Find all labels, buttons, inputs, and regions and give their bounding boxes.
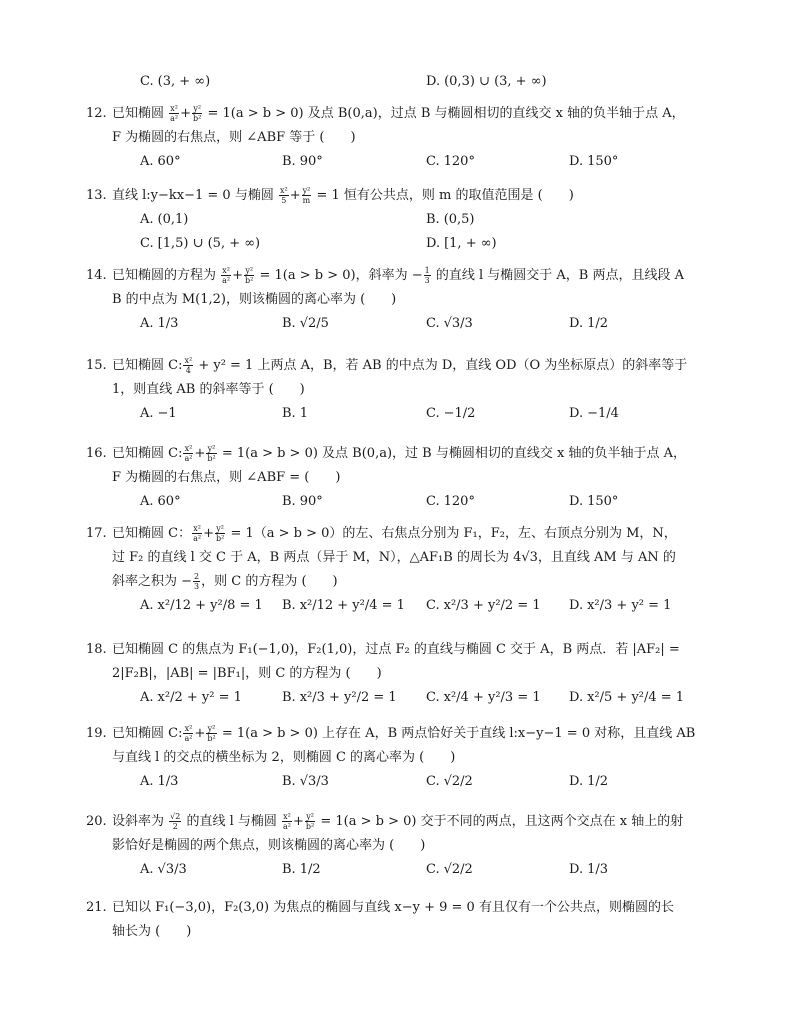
question-number: 16. — [86, 446, 107, 461]
option-a[interactable]: A. √3/3 — [140, 862, 187, 877]
question-14 — [86, 264, 712, 336]
option-a[interactable]: A. 60° — [140, 494, 181, 509]
question-number: 12. — [86, 106, 107, 121]
question-21 — [86, 896, 712, 944]
option-c[interactable]: C. x²/3 + y²/2 = 1 — [426, 598, 541, 613]
option-d[interactable]: D. −1/4 — [569, 406, 619, 421]
option-d[interactable]: D. 150° — [569, 494, 619, 509]
question-stem: 已知椭圆 C: $\frac{\text{x²}}{\text{a²}}$ + $\frac{\text{y²}}{\text{b²}}$ = 1(a > b > 0) 及点 B(0,a)，过 B 与椭圆相切的直线交 x 轴的负半轴于点 A， — [112, 444, 686, 463]
question-stem: 已知椭圆 $\frac{\text{x²}}{\text{a²}}$ + $\frac{\text{y²}}{\text{b²}}$ = 1(a > b > 0) 及点 B(0,a)，过点 B 与椭圆相切的直线交 x 轴的负半轴于点 A， — [112, 104, 685, 123]
question-stem-line2: F 为椭圆的右焦点，则 ∠ABF = ( ) — [112, 470, 341, 485]
option-b[interactable]: B. √2/5 — [282, 316, 329, 331]
question-stem: 直线 l:y−kx−1 = 0 与椭圆 $\frac{\text{x²}}{5}$ + $\frac{\text{y²}}{m}$ = 1 恒有公共点，则 m 的取值范围是 ( ) — [112, 186, 574, 205]
question-number: 19. — [86, 726, 107, 741]
question-stem-line2: F 为椭圆的右焦点，则 ∠ABF 等于 ( ) — [112, 130, 356, 145]
question-stem-line2: 1，则直线 AB 的斜率等于 ( ) — [112, 382, 305, 397]
question-stem-line3: 斜率之积为 − $\frac{2}{3}$ ，则 C 的方程为 ( ) — [112, 572, 338, 591]
question-number: 20. — [86, 814, 107, 829]
question-number: 15. — [86, 358, 107, 373]
option-b[interactable]: B. x²/12 + y²/4 = 1 — [282, 598, 405, 613]
question-16 — [86, 442, 712, 514]
option-d[interactable]: D. x²/3 + y² = 1 — [569, 598, 672, 613]
question-number: 17. — [86, 526, 107, 541]
question-stem: 已知以 F₁(−3,0)，F₂(3,0) 为焦点的椭圆与直线 x−y + 9 = 0 有且仅有一个公共点，则椭圆的长 — [112, 900, 674, 915]
question-stem-line2: 2|F₂B|，|AB| = |BF₁|，则 C 的方程为 ( ) — [112, 666, 382, 681]
option-c[interactable]: C. (3, + ∞) — [140, 74, 211, 89]
option-c[interactable]: C. [1,5) ∪ (5, + ∞) — [140, 236, 261, 251]
option-c[interactable]: C. √3/3 — [426, 316, 473, 331]
question-12 — [86, 102, 712, 174]
question-stem: 已知椭圆 C： $\frac{\text{x²}}{\text{a²}}$ + $\frac{\text{y²}}{\text{b²}}$ = 1（a > b > 0）的左、右焦点分别为 F₁，F₂，左、右顶点分别为 M，N， — [112, 524, 677, 543]
question-stem-line2: 与直线 l 的交点的横坐标为 2，则椭圆 C 的离心率为 ( ) — [112, 750, 456, 765]
option-a[interactable]: A. x²/2 + y² = 1 — [140, 690, 242, 705]
question-stem: 设斜率为 $\frac{√2}{2}$ 的直线 l 与椭圆 $\frac{\text{x²}}{\text{a²}}$ + $\frac{\text{y²}}{\text{b²}}$ = 1(a > b > 0) 交于不同的两点，且这两个交点在 x 轴上的射 — [112, 812, 684, 831]
option-a[interactable]: A. 1/3 — [140, 774, 179, 789]
option-a[interactable]: A. −1 — [140, 406, 177, 421]
option-c[interactable]: C. x²/4 + y²/3 = 1 — [426, 690, 541, 705]
question-number: 13. — [86, 188, 107, 203]
question-13 — [86, 184, 712, 256]
question-17 — [86, 522, 712, 618]
option-d[interactable]: D. (0,3) ∪ (3, + ∞) — [426, 74, 547, 89]
option-b[interactable]: B. 90° — [282, 154, 323, 169]
question-19 — [86, 722, 712, 794]
question-number: 21. — [86, 900, 107, 915]
option-a[interactable]: A. 60° — [140, 154, 181, 169]
question-stem-line2: 轴长为 ( ) — [112, 924, 192, 939]
option-c[interactable]: C. 120° — [426, 494, 475, 509]
option-b[interactable]: B. 90° — [282, 494, 323, 509]
option-a[interactable]: A. x²/12 + y²/8 = 1 — [140, 598, 263, 613]
question-11-options — [112, 70, 712, 94]
option-d[interactable]: D. 1/3 — [569, 862, 609, 877]
question-number: 14. — [86, 268, 107, 283]
option-d[interactable]: D. x²/5 + y²/4 = 1 — [569, 690, 685, 705]
option-b[interactable]: B. x²/3 + y²/2 = 1 — [282, 690, 397, 705]
option-d[interactable]: D. 1/2 — [569, 774, 609, 789]
option-a[interactable]: A. 1/3 — [140, 316, 179, 331]
option-b[interactable]: B. 1 — [282, 406, 308, 421]
option-c[interactable]: C. √2/2 — [426, 862, 473, 877]
question-stem-line2: 影恰好是椭圆的两个焦点，则该椭圆的离心率为 ( ) — [112, 838, 426, 853]
question-15 — [86, 354, 712, 426]
option-c[interactable]: C. 120° — [426, 154, 475, 169]
option-d[interactable]: D. [1, + ∞) — [426, 236, 497, 251]
option-b[interactable]: B. √3/3 — [282, 774, 329, 789]
option-d[interactable]: D. 150° — [569, 154, 619, 169]
question-stem: 已知椭圆 C: $\frac{\text{x²}}{4}$ + y² = 1 上两点 A，B，若 AB 的中点为 D，直线 OD（O 为坐标原点）的斜率等于 — [112, 356, 688, 375]
question-20 — [86, 810, 712, 882]
question-stem: 已知椭圆的方程为 $\frac{\text{x²}}{\text{a²}}$ + $\frac{\text{y²}}{\text{b²}}$ = 1(a > b > 0)，斜率为 − $\frac{1}{3}$ 的直线 l 与椭圆交于 A，B 两点，且线段 A — [112, 266, 685, 285]
option-c[interactable]: C. −1/2 — [426, 406, 476, 421]
question-stem: 已知椭圆 C: $\frac{\text{x²}}{\text{a²}}$ + $\frac{\text{y²}}{\text{b²}}$ = 1(a > b > 0) 上存在 A，B 两点恰好关于直线 l:x−y−1 = 0 对称，且直线 AB — [112, 724, 696, 743]
option-d[interactable]: D. 1/2 — [569, 316, 609, 331]
option-c[interactable]: C. √2/2 — [426, 774, 473, 789]
question-stem-line2: 过 F₂ 的直线 l 交 C 于 A，B 两点（异于 M，N），△AF₁B 的周长为 4√3，且直线 AM 与 AN 的 — [112, 550, 676, 565]
question-stem-line2: B 的中点为 M(1,2)，则该椭圆的离心率为 ( ) — [112, 292, 397, 307]
question-number: 18. — [86, 642, 107, 657]
question-stem: 已知椭圆 C 的焦点为 F₁(−1,0)，F₂(1,0)，过点 F₂ 的直线与椭圆 C 交于 A，B 两点．若 |AF₂| = — [112, 642, 680, 657]
question-18 — [86, 638, 712, 710]
option-a[interactable]: A. (0,1) — [140, 212, 189, 227]
option-b[interactable]: B. 1/2 — [282, 862, 321, 877]
option-b[interactable]: B. (0,5) — [426, 212, 475, 227]
